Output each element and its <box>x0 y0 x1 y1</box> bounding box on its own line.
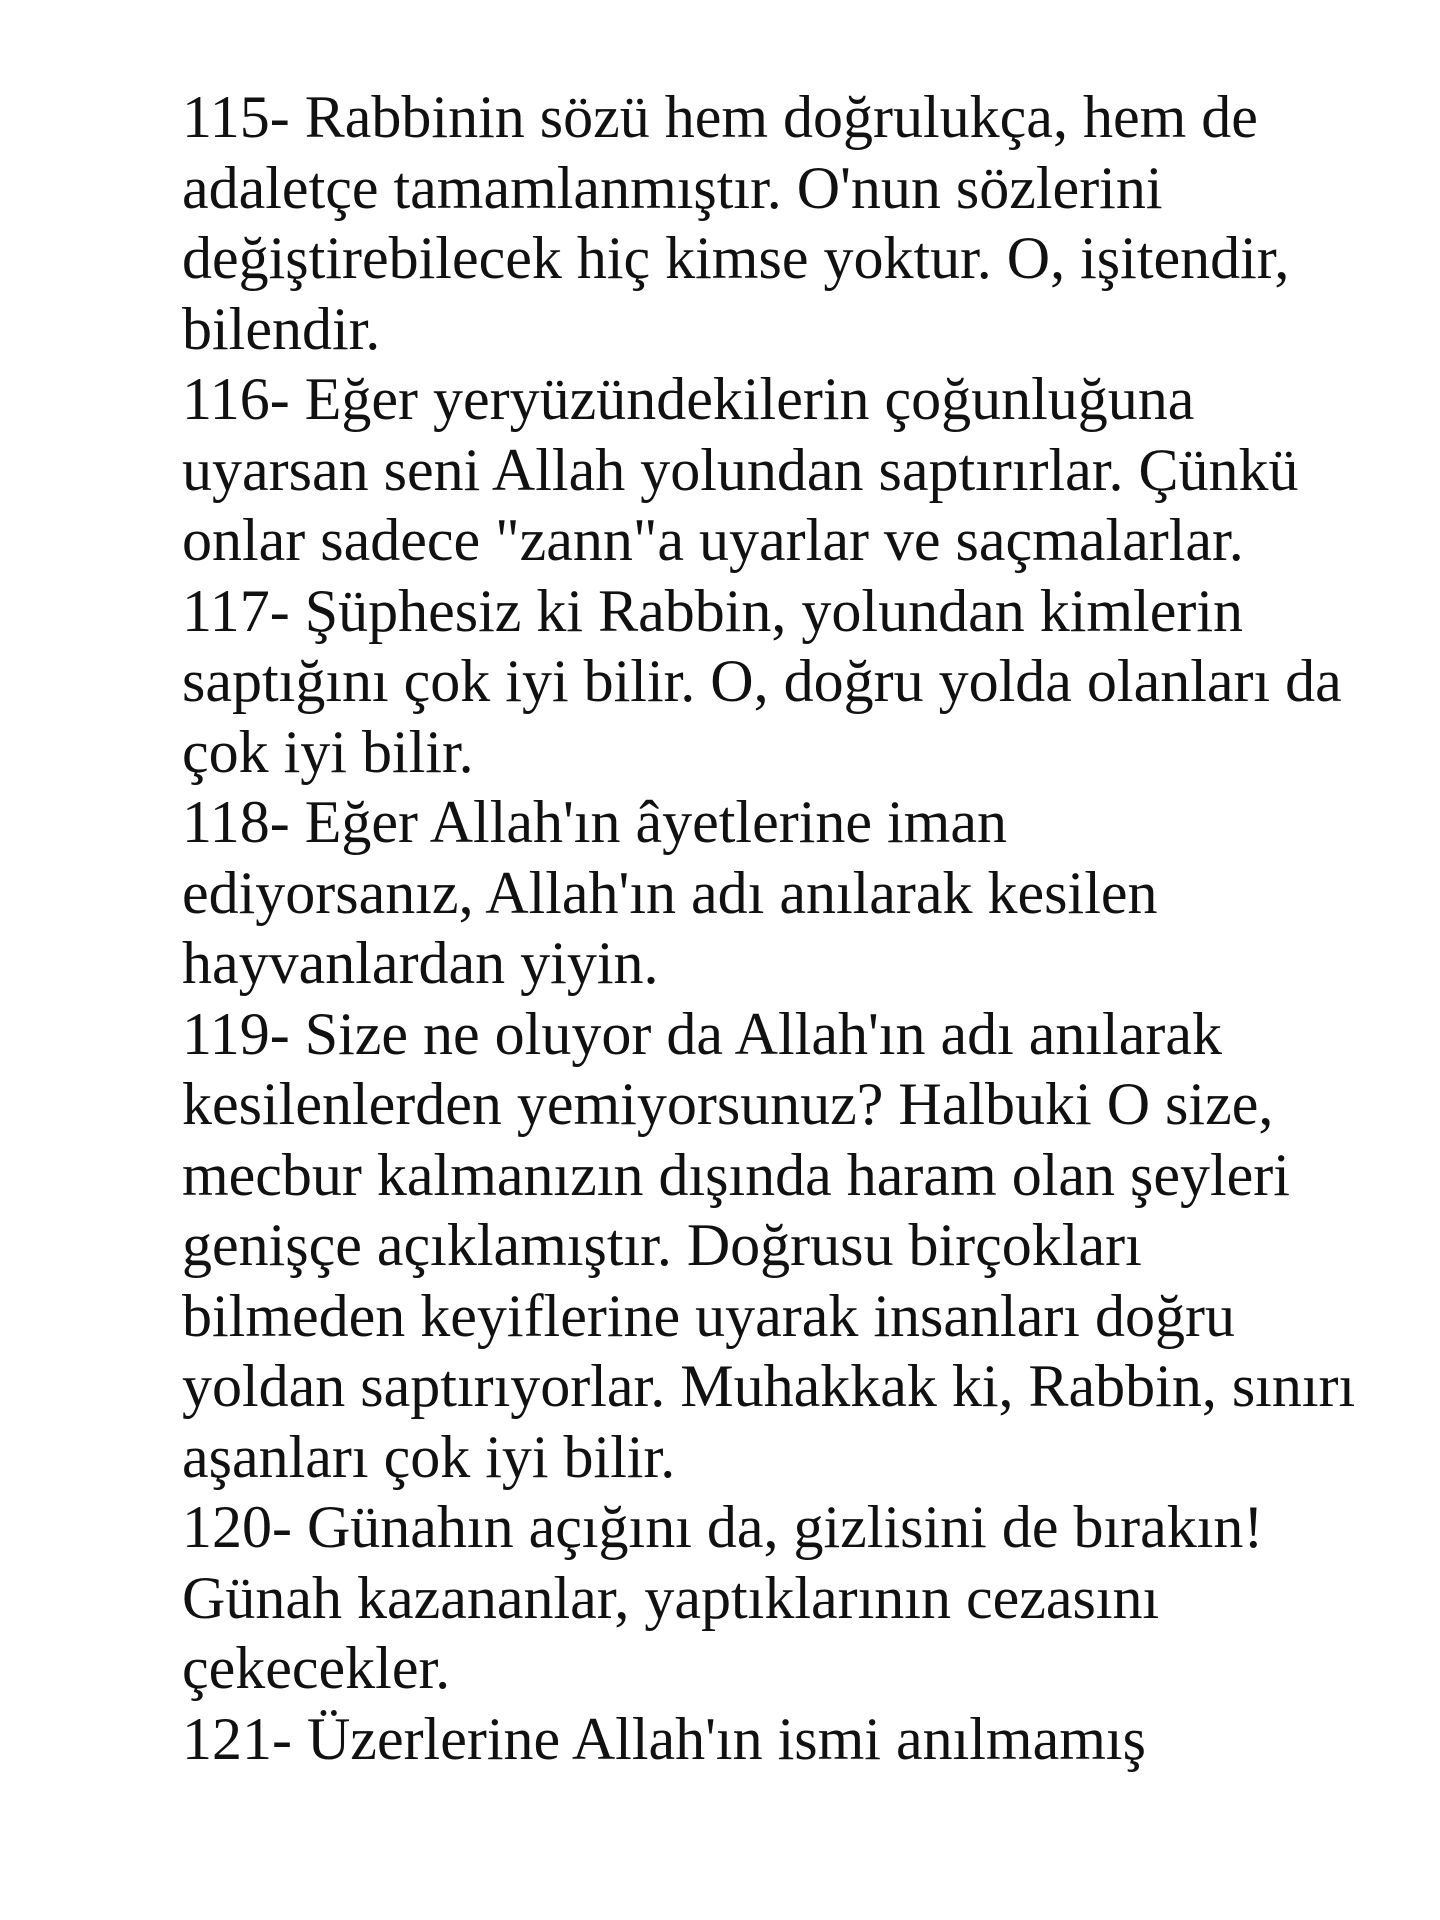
verse-line: 116- Eğer yeryüzündekilerin çoğunluğuna <box>182 366 1195 432</box>
verse-line: uyarsan seni Allah yolundan saptırırlar. Çünkü <box>182 436 1299 503</box>
verse-115 <box>86 82 1386 364</box>
verse-line: saptığını çok iyi bilir. O, doğru yolda olanları da <box>182 648 1342 714</box>
verse-121 <box>86 1704 1386 1775</box>
verse-line: hayvanlardan yiyin. <box>182 930 659 996</box>
verse-line: genişçe açıklamıştır. Doğrusu birçokları <box>182 1212 1142 1278</box>
verse-line: mecbur kalmanızın dışında haram olan şeyleri <box>182 1141 1290 1208</box>
verse-line: onlar sadece "zann"a uyarlar ve saçmalarlar. <box>182 507 1244 573</box>
verse-line: 121- Üzerlerine Allah'ın ismi anılmamış <box>182 1705 1146 1772</box>
verse-117 <box>86 576 1386 788</box>
verse-line: 115- Rabbinin sözü hem doğrulukça, hem de <box>182 84 1258 150</box>
verse-line: aşanları çok iyi bilir. <box>182 1423 676 1490</box>
verse-line: adaletçe tamamlanmıştır. O'nun sözlerini <box>182 154 1163 221</box>
verse-line: 119- Size ne oluyor da Allah'ın adı anılarak <box>182 1000 1222 1067</box>
verse-line: ediyorsanız, Allah'ın adı anılarak kesilen <box>182 859 1158 926</box>
verse-line: çok iyi bilir. <box>182 718 474 785</box>
verse-line: bilendir. <box>182 295 381 362</box>
verse-line: çekecekler. <box>182 1635 451 1701</box>
verse-line: Günah kazananlar, yaptıklarının cezasını <box>182 1564 1160 1631</box>
verse-116 <box>86 364 1386 576</box>
verse-119 <box>86 999 1386 1493</box>
verse-line: 120- Günahın açığını da, gizlisini de bırakın! <box>182 1494 1264 1560</box>
verse-line: kesilenlerden yemiyorsunuz? Halbuki O size, <box>182 1071 1274 1137</box>
verse-line: değiştirebilecek hiç kimse yoktur. O, işitendir, <box>182 225 1290 291</box>
verse-120 <box>86 1492 1386 1704</box>
verse-line: 117- Şüphesiz ki Rabbin, yolundan kimlerin <box>182 577 1243 644</box>
verse-line: bilmeden keyiflerine uyarak insanları doğru <box>182 1282 1235 1349</box>
verse-line: 118- Eğer Allah'ın âyetlerine iman <box>182 789 1007 855</box>
verse-text-block <box>86 82 1386 1774</box>
verse-118 <box>86 787 1386 999</box>
verse-line: yoldan saptırıyorlar. Muhakkak ki, Rabbin, sınırı <box>182 1353 1356 1419</box>
